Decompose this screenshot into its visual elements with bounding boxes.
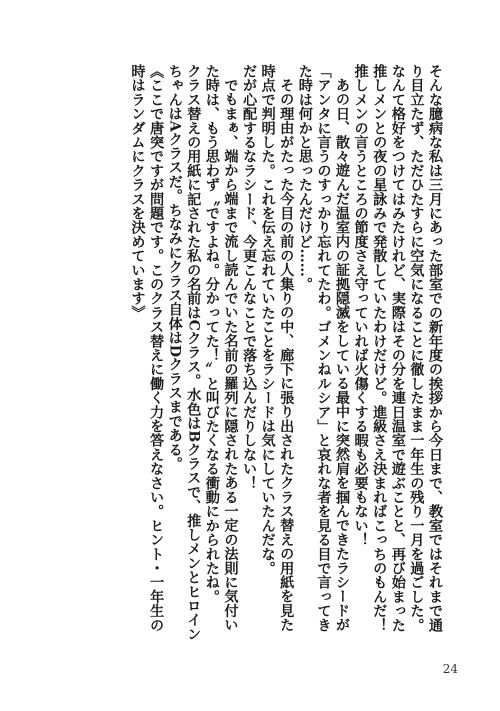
paragraph: あの日、散々遊んだ温室内の証拠隠滅をしている最中に突然肩を掴んできたラシードが「アンタに言うのすっかり忘れてたわ。ゴメンねルシア」と哀れな者を見る目で言ってきた時は何かと思ったんだけど……。 <box>296 64 351 632</box>
body-text <box>128 64 444 646</box>
paragraph: その理由がたった今目の前の人集りの中、廊下に張り出されたクラス替えの用紙を見た時点で判明した。これを伝え忘れていたことをラシードは気にしていたんだな。 <box>259 64 295 632</box>
paragraph: 《ここで唐突ですが問題です。このクラス替えに働く力を答えなさい。ヒント・一年生の時はランダムにクラスを決めています》 <box>129 64 165 632</box>
paragraph: クラス替えの用紙に記された私の名前はCクラス。水色はBクラスで、推しメンとヒロインちゃんはAクラスだ。ちなみにクラス自体はDクラスまである。 <box>166 64 202 642</box>
paragraph: なんて格好をつけてはみたけれど、実際はその分を連日温室で遊ぶことと、再び始まった推しメンとの夜の星詠みで発散していたわけだけど。進級さえ決まればこっちのもんだ！ 推しメンの言うところの節度さえ守っていれば火傷くする暇も必要もない！ <box>352 64 406 647</box>
paragraph: そんな臆病な私は三月にあった部室での新年度の挨拶から今日まで、教室ではそれまで通り目立たず、ただひたすらに空気になることに徹したまま一年生の残り一月を過ごした。 <box>408 64 443 632</box>
paragraph: でもまぁ、端から端まで流し読んでいた名前の羅列に隠されたある一定の法則に気付いた時は、もう思わず〝ですよね。分かってた！〟と叫びたくなる衝動にかられたね。 <box>203 64 239 632</box>
page-number: 24 <box>442 662 458 676</box>
paragraph: だが心配するなラシード、今更こんなことで落ち込んだりしない！ <box>241 64 258 490</box>
